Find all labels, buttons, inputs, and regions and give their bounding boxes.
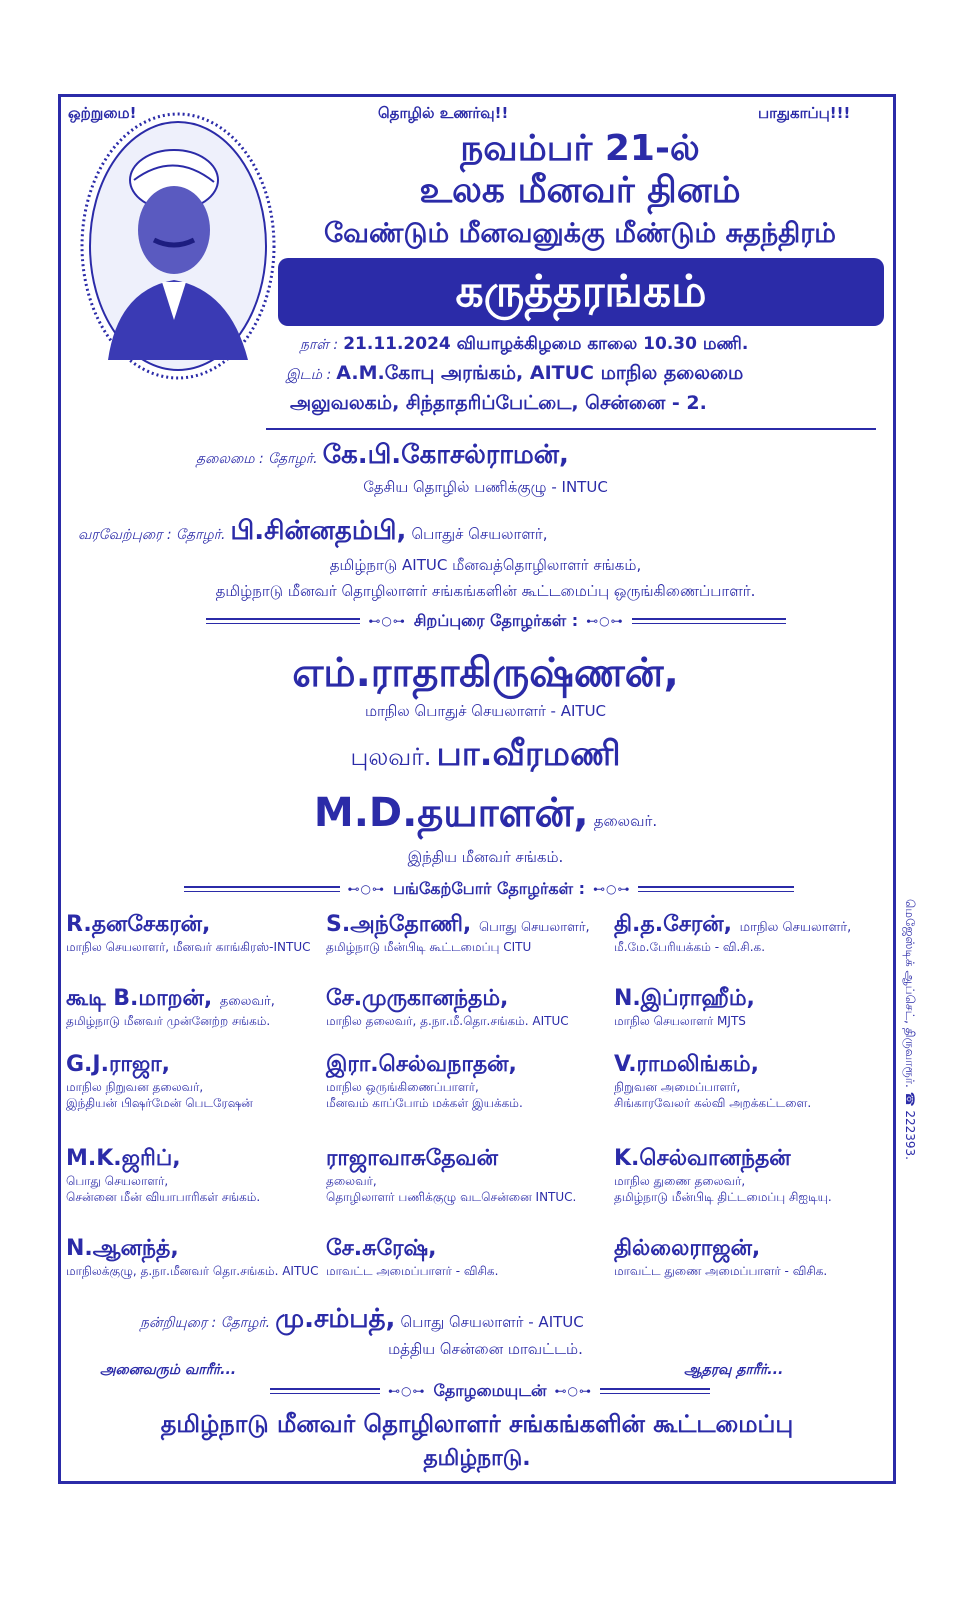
regards-separator: ⊷○⊶ தோழமையுடன் ⊷○⊶ [270, 1380, 710, 1402]
participant-line1: தலைவர், [326, 1174, 377, 1188]
portrait-image [78, 110, 278, 382]
venue-line1: A.M.கோபு அரங்கம், AITUC மாநில தலைமை [336, 362, 744, 384]
venue-label: இடம் : [286, 367, 332, 383]
with-regards: தோழமையுடன் [433, 1380, 547, 1400]
participant-extra: தலைவர், [219, 994, 275, 1009]
participant-name: N.ஆனந்த், [66, 1236, 179, 1261]
welcome-role: பொதுச் செயலாளர், [411, 525, 548, 543]
welcome-name: பி.சின்னதம்பி, [230, 516, 407, 546]
participant-name: V.ராமலிங்கம், [614, 1052, 759, 1077]
slogan-unity: ஒற்றுமை! [68, 104, 137, 122]
participant-line1: மாநில செயலாளர் MJTS [614, 1014, 746, 1028]
participant [66, 1236, 346, 1280]
welcome-row [78, 516, 547, 549]
participant-line2: தமிழ்நாடு மீன்பிடி திட்டமைப்பு சிஐடியு. [614, 1190, 832, 1204]
speaker-1-name: எம்.ராதாகிருஷ்ணன், [292, 650, 679, 696]
invite-right: ஆதரவு தாரீர்... [684, 1362, 784, 1378]
speaker-3-row [0, 790, 971, 841]
participant-name: ராஜாவாசுதேவன் [326, 1146, 498, 1171]
welcome-line3: தமிழ்நாடு மீனவர் தொழிலாளர் சங்கங்களின் கூட்டமைப்பு ஒருங்கிணைப்பாளர். [215, 582, 756, 600]
participant-name: தி.த.சேரன், [614, 912, 732, 937]
participant-name: M.K.ஜரிப், [66, 1146, 181, 1171]
thanks-line2: மத்திய சென்னை மாவட்டம். [388, 1340, 583, 1358]
speaker-2-name: பா.வீரமணி [436, 734, 621, 774]
special-separator: ⊷○⊶ சிறப்புரை தோழர்கள் : ⊷○⊶ [206, 610, 786, 632]
divider [266, 428, 876, 430]
participant-extra: மாநில செயலாளர், [739, 920, 852, 935]
venue-line2: அலுவலகம், சிந்தாதரிப்பேட்டை, சென்னை - 2. [290, 392, 707, 414]
participant [66, 912, 346, 956]
participant-line1: தமிழ்நாடு மீன்பிடி கூட்டமைப்பு CITU [326, 940, 532, 954]
participant-name: சே.சுரேஷ், [326, 1236, 437, 1261]
participant-name: கூடி B.மாறன், [66, 986, 213, 1011]
participant-name: G.J.ராஜா, [66, 1052, 171, 1077]
participant-line1: மாநிலக்குழு, த.நா.மீனவர் தொ.சங்கம். AITUC [66, 1264, 319, 1278]
participant-line1: தமிழ்நாடு மீனவர் முன்னேற்ற சங்கம். [66, 1014, 271, 1028]
participant-name: K.செல்வானந்தன் [614, 1146, 791, 1171]
organizer-state: தமிழ்நாடு. [423, 1446, 531, 1471]
venue-row [286, 362, 743, 387]
participant-line2: தொழிலாளர் பணிக்குழு வடசென்னை INTUC. [326, 1190, 577, 1204]
participant-line1: நிறுவன அமைப்பாளர், [614, 1080, 741, 1094]
participant [66, 986, 346, 1030]
thanks-row [140, 1304, 584, 1337]
participants-heading: பங்கேற்போர் தோழர்கள் : [393, 878, 585, 898]
participant-line2: சிங்காரவேலர் கல்வி அறக்கட்டளை. [614, 1096, 812, 1110]
date-label: நாள் : [300, 337, 339, 353]
speaker-3-name: M.D.தயாளன், [313, 790, 589, 836]
participant [614, 1052, 894, 1112]
participant [66, 1146, 346, 1206]
participant [326, 912, 606, 956]
participant-line2: மீனவம் காப்போம் மக்கள் இயக்கம். [326, 1096, 523, 1110]
speaker-1-role: மாநில பொதுச் செயலாளர் - AITUC [364, 702, 607, 720]
participant-line1: மாநில செயலாளர், மீனவர் காங்கிரஸ்-INTUC [66, 940, 311, 954]
participant [66, 1052, 346, 1112]
thanks-role: பொது செயலாளர் - AITUC [400, 1313, 584, 1331]
chair-role: தேசிய தொழில் பணிக்குழு - INTUC [363, 478, 608, 496]
participant-name: சே.முருகானந்தம், [326, 986, 509, 1011]
participant [614, 1146, 894, 1206]
participant-line1: பொது செயலாளர், [66, 1174, 169, 1188]
special-heading: சிறப்புரை தோழர்கள் : [413, 610, 579, 630]
slogan-safety: பாதுகாப்பு!!! [758, 104, 851, 122]
participant-line2: இந்தியன் பிஷர்மேன் பெடரேஷன் [66, 1096, 253, 1110]
participant [326, 1052, 606, 1112]
participant-name: இரா.செல்வநாதன், [326, 1052, 517, 1077]
participant [614, 1236, 894, 1280]
participant-name: தில்லைராஜன், [614, 1236, 761, 1261]
date-value: 21.11.2024 வியாழக்கிழமை காலை 10.30 மணி. [343, 334, 749, 354]
chair-row [196, 440, 569, 473]
thanks-name: மு.சம்பத், [275, 1304, 396, 1334]
chair-name: கே.பி.கோசல்ராமன், [322, 440, 569, 470]
participant-line1: மாநில ஒருங்கிணைப்பாளர், [326, 1080, 479, 1094]
participant-line1: மாநில துணை தலைவர், [614, 1174, 746, 1188]
speaker-2-prefix: புலவர். [350, 743, 432, 771]
participant-line1: மாவட்ட துணை அமைப்பாளர் - விசிக. [614, 1264, 828, 1278]
welcome-label: வரவேற்புரை : தோழர். [78, 527, 226, 543]
participant-line1: மாவட்ட அமைப்பாளர் - விசிக. [326, 1264, 499, 1278]
printer-credit: மெஜேஸ்டிக் ஆப்செட், திருவாரூர். ☎ 222393. [903, 899, 917, 1160]
participant [326, 1236, 606, 1280]
participant-line2: சென்னை மீன் வியாபாரிகள் சங்கம். [66, 1190, 261, 1204]
speaker-3-role: இந்திய மீனவர் சங்கம். [407, 848, 564, 866]
organizer-name: தமிழ்நாடு மீனவர் தொழிலாளர் சங்கங்களின் கூட்டமைப்பு [160, 1410, 794, 1438]
participant-name: N.இப்ராஹீம், [614, 986, 755, 1011]
participant-extra: பொது செயலாளர், [478, 920, 590, 935]
chair-label: தலைமை : தோழர். [196, 451, 318, 467]
date-row [300, 334, 748, 356]
participant-line1: மீ.மே.பேரியக்கம் - வி.சி.க. [614, 940, 766, 954]
slogan-awareness: தொழில் உணர்வு!! [378, 104, 509, 122]
speaker-3-title: தலைவர். [593, 812, 658, 830]
event-slogan: வேண்டும் மீனவனுக்கு மீண்டும் சுதந்திரம் [324, 218, 836, 249]
invite-left: அனைவரும் வாரீர்... [100, 1362, 237, 1378]
participant [614, 912, 894, 956]
participant [614, 986, 894, 1030]
speaker-2-row [0, 734, 971, 778]
participant-line1: மாநில தலைவர், த.நா.மீ.தொ.சங்கம். AITUC [326, 1014, 569, 1028]
participant-name: S.அந்தோணி, [326, 912, 472, 937]
event-title: உலக மீனவர் தினம் [419, 170, 741, 211]
participant [326, 1146, 606, 1206]
seminar-banner: கருத்தரங்கம் [278, 258, 884, 326]
participant-name: R.தனசேகரன், [66, 912, 211, 937]
date-heading: நவம்பர் 21-ல் [460, 128, 700, 169]
participants-separator: ⊷○⊶ பங்கேற்போர் தோழர்கள் : ⊷○⊶ [184, 878, 794, 900]
welcome-line2: தமிழ்நாடு AITUC மீனவத்தொழிலாளர் சங்கம், [329, 556, 642, 574]
participant-line1: மாநில நிறுவன தலைவர், [66, 1080, 204, 1094]
participant [326, 986, 606, 1030]
thanks-label: நன்றியுரை : தோழர். [140, 1315, 271, 1331]
